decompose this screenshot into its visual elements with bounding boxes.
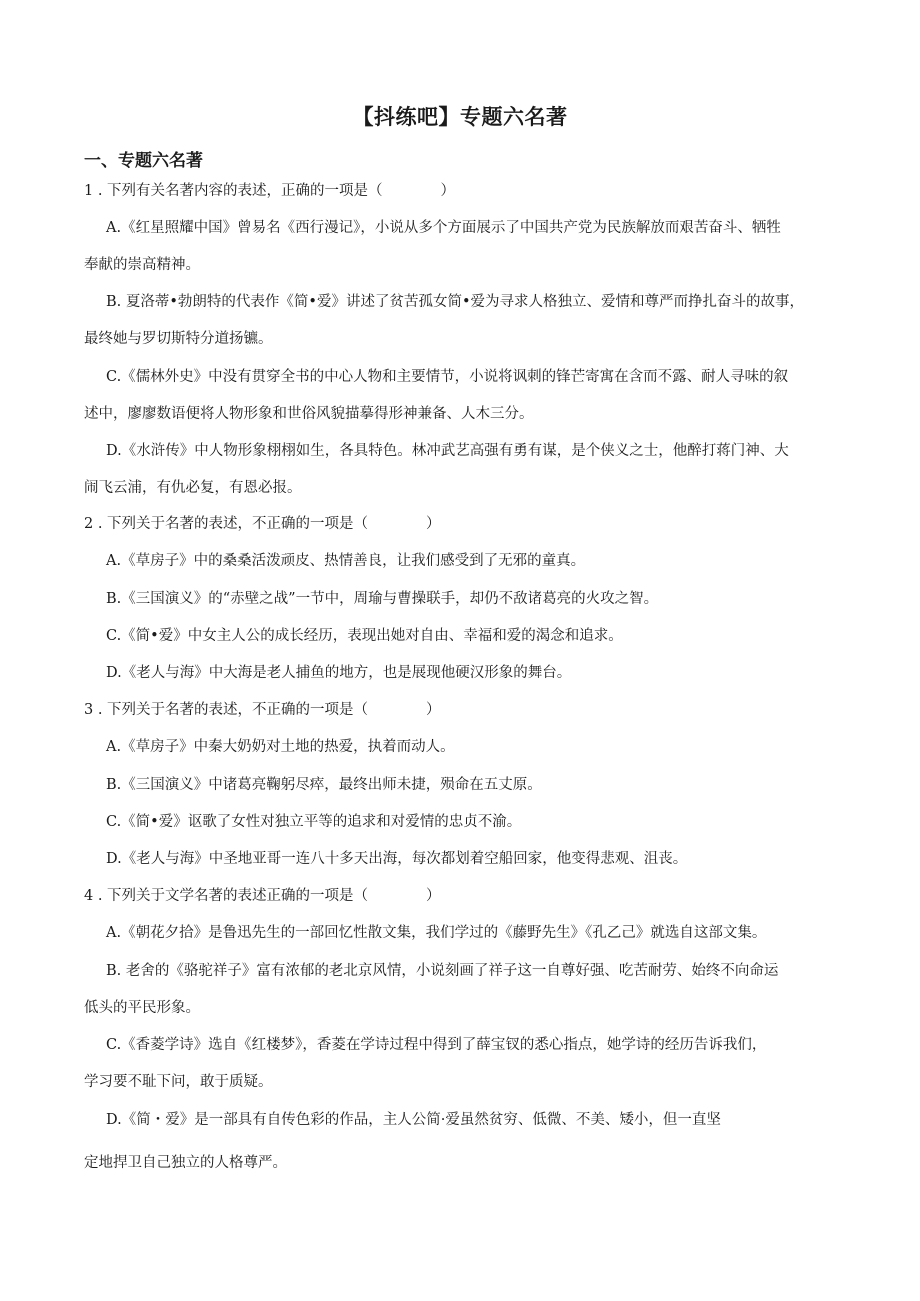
question-4-option-d-cont: 定地捍卫自己独立的人格尊严。: [84, 1155, 287, 1171]
question-1-option-c-cont: 述中，廖廖数语便将人物形象和世俗风貌描摹得形神兼备、人木三分。: [84, 406, 534, 422]
question-1-option-c: C.《儒林外史》中没有贯穿全书的中心人物和主要情节，小说将讽刺的锋芒寄寓在含而不露、耐人寻味的叙: [106, 369, 789, 385]
document-title: 【抖练吧】专题六名著: [352, 105, 568, 129]
question-1-option-a: A.《红星照耀中国》曾易名《西行漫记》，小说从多个方面展示了中国共产党为民族解放而艰苦奋斗、牺牲: [106, 220, 781, 236]
question-4-option-b: B. 老舍的《骆驼祥子》富有浓郁的老北京风情，小说刻画了祥子这一自尊好强、吃苦耐劳、始终不向命运: [106, 963, 779, 979]
question-2-option-d: D.《老人与海》中大海是老人捕鱼的地方，也是展现他硬汉形象的舞台。: [106, 665, 572, 681]
question-2-option-a: A.《草房子》中的桑桑活泼顽皮、热情善良，让我们感受到了无邪的童真。: [106, 553, 586, 569]
question-3-stem: 3 . 下列关于名著的表述，不正确的一项是（ ）: [84, 702, 441, 718]
question-2-option-b: B.《三国演义》的“赤壁之战”一节中，周瑜与曹操联手，却仍不敌诸葛亮的火攻之智。: [106, 591, 659, 607]
question-1-stem: 1 . 下列有关名著内容的表述，正确的一项是（ ）: [84, 183, 456, 199]
question-1-option-d-cont: 闹飞云浦，有仇必复，有恩必报。: [84, 480, 302, 496]
question-3-option-a: A.《草房子》中秦大奶奶对土地的热爱，执着而动人。: [106, 739, 455, 755]
question-4-option-a: A.《朝花夕拾》是鲁迅先生的一部回忆性散文集，我们学过的《藤野先生》《孔乙己》就选自这部文集。: [106, 925, 767, 941]
question-4-stem: 4 . 下列关于文学名著的表述正确的一项是（ ）: [84, 888, 441, 904]
question-1-option-b: B. 夏洛蒂•勃朗特的代表作《简•爱》讲述了贫苦孤女简•爱为寻求人格独立、爱情和尊严而挣扎奋斗的故事，: [106, 294, 805, 310]
section-heading: 一、专题六名著: [84, 151, 203, 171]
question-4-option-b-cont: 低头的平民形象。: [84, 1000, 200, 1016]
question-4-option-d: D.《简・爱》是一部具有自传色彩的作品，主人公简·爱虽然贫穷、低微、不美、矮小，但一直坚: [106, 1112, 721, 1128]
question-3-option-b: B.《三国演义》中诸葛亮鞠躬尽瘁，最终出师未捷，殒命在五丈原。: [106, 777, 542, 793]
question-2-option-c: C.《简•爱》中女主人公的成长经历，表现出她对自由、幸福和爱的渴念和追求。: [106, 628, 623, 644]
question-3-option-d: D.《老人与海》中圣地亚哥一连八十多天出海，每次都划着空船回家，他变得悲观、沮丧。: [106, 851, 688, 867]
question-1-option-d: D.《水浒传》中人物形象栩栩如生，各具特色。林冲武艺高强有勇有谋，是个侠义之士，他醉打蒋门神、大: [106, 443, 789, 459]
question-2-stem: 2 . 下列关于名著的表述，不正确的一项是（ ）: [84, 516, 441, 532]
question-1-option-a-cont: 奉献的崇高精神。: [84, 257, 200, 273]
question-4-option-c-cont: 学习要不耻下问，敢于质疑。: [84, 1074, 273, 1090]
question-3-option-c: C.《简•爱》讴歌了女性对独立平等的追求和对爱情的忠贞不渝。: [106, 814, 522, 830]
question-1-option-b-cont: 最终她与罗切斯特分道扬镳。: [84, 331, 273, 347]
question-4-option-c: C.《香菱学诗》选自《红楼梦》，香菱在学诗过程中得到了薛宝钗的悉心指点，她学诗的经历告诉我们，: [106, 1037, 767, 1053]
